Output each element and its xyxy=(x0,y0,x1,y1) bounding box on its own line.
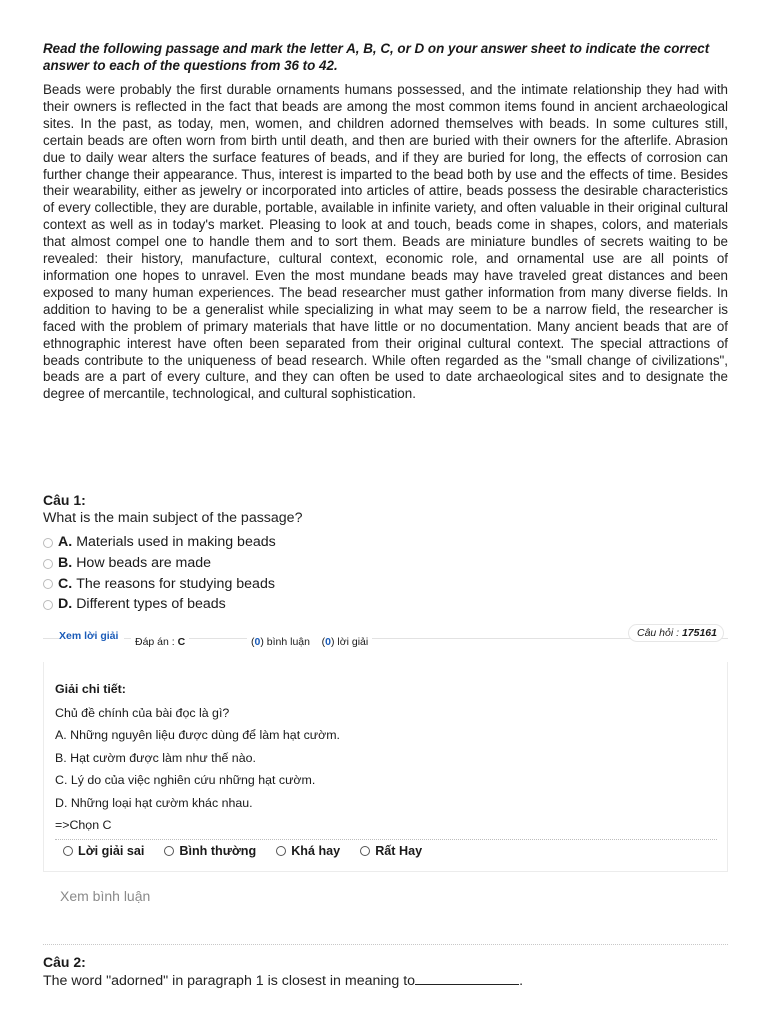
comments-label[interactable]: bình luận xyxy=(263,636,310,648)
rating-label: Khá hay xyxy=(291,844,341,858)
question-1-title: Câu 1: xyxy=(43,492,86,508)
counts: (0) bình luận (0) lời giải xyxy=(247,636,372,648)
question-id: 175161 xyxy=(681,627,717,639)
answer-label: Đáp án : C xyxy=(131,636,189,648)
option-a[interactable] xyxy=(43,532,276,553)
question-2-title: Câu 2: xyxy=(43,954,86,970)
option-text: Different types of beads xyxy=(76,596,226,613)
reading-passage: Beads were probably the first durable ornaments humans possessed, and the intimate relationship they had with their owners is reflected in the fact that beads are among the most common items found in ancient archaeological sites. In the past, as today, men, women, and children adorned themselves with beads. In some cultures still, certain beads are often worn from birth until death, and then are buried with their owners for the afterlife. Abrasion due to daily wear alters the surface features of beads, and if they are buried for long, the effects of corrosion can further change their appearance. Thus, interest is imparted to the bead both by use and the effects of time. Besides their wearability, either as jewelry or incorporated into articles of attire, beads possess the desirable characteristics of every collectible, they are durable, portable, available in infinite variety, and often valuable in their original cultural context as well as in today's market. Pleasing to look at and touch, beads come in shapes, colors, and materials that almost compel one to handle them and to sort them. Beads are miniature bundles of secrets waiting to be revealed: their history, manufacture, cultural context, economic role, and ornamental use are all points of information one hopes to unravel. Even the most mundane beads may have traveled great distances and been exposed to many human experiences. The bead researcher must gather information from many diverse fields. In addition to having to be a generalist while specializing in what may seem to be a narrow field, the researcher is faced with the problem of primary materials that have little or no documentation. Many ancient beads that are of ethnographic interest have often been separated from their original cultural context. The special attractions of beads contribute to the uniqueness of bead research. While often regarded as the "small change of civilizations", beads are a part of every culture, and they can often be used to date archaeological sites and to designate the degree of mercantile, technological, and cultural sophistication. xyxy=(43,82,728,402)
question-2-text: The word "adorned" in paragraph 1 is closest in meaning to xyxy=(43,973,416,989)
rating-normal[interactable] xyxy=(164,844,256,858)
view-comments-link[interactable]: Xem bình luận xyxy=(60,888,151,904)
rating-good[interactable] xyxy=(276,844,340,858)
option-letter: C. xyxy=(58,575,73,592)
see-solution-link[interactable]: Xem lời giải xyxy=(59,630,124,642)
option-text: The reasons for studying beads xyxy=(76,575,275,592)
option-letter: A. xyxy=(58,534,73,551)
solution-lines xyxy=(55,704,340,838)
radio-icon[interactable] xyxy=(276,846,286,856)
option-c[interactable] xyxy=(43,573,276,594)
instruction-text: Read the following passage and mark the letter A, B, C, or D on your answer sheet to indicate the correct answer to each of the questions from 36 to 42. xyxy=(43,41,710,73)
solution-detail-panel xyxy=(43,662,728,872)
option-text: Materials used in making beads xyxy=(76,534,276,551)
rating-wrong[interactable] xyxy=(63,844,144,858)
option-letter: B. xyxy=(58,555,73,572)
solution-title: Giải chi tiết: xyxy=(55,682,126,696)
rating-great[interactable] xyxy=(360,844,422,858)
rating-label: Lời giải sai xyxy=(78,844,145,858)
option-b[interactable] xyxy=(43,553,276,574)
option-d[interactable] xyxy=(43,594,276,615)
question-meta-bar xyxy=(43,624,728,646)
rating-divider xyxy=(55,839,717,840)
solution-line: D. Những loại hạt cườm khác nhau. xyxy=(55,795,253,810)
option-text: How beads are made xyxy=(76,555,212,572)
radio-icon[interactable] xyxy=(43,559,53,569)
answer-value: C xyxy=(177,636,186,648)
solution-line: =>Chọn C xyxy=(55,817,112,832)
question-2-text-line xyxy=(43,971,523,989)
radio-icon[interactable] xyxy=(43,600,53,610)
rating-label: Rất Hay xyxy=(375,844,423,858)
question-divider xyxy=(43,944,728,945)
solution-line: B. Hạt cườm được làm như thế nào. xyxy=(55,750,256,765)
question-1-options xyxy=(43,532,276,615)
radio-icon[interactable] xyxy=(63,846,73,856)
rating-label: Bình thường xyxy=(179,844,257,858)
rating-options xyxy=(63,844,442,858)
solutions-label[interactable]: lời giải xyxy=(334,636,369,648)
question-2-trailing: . xyxy=(519,973,524,989)
solution-line: Chủ đề chính của bài đọc là gì? xyxy=(55,706,230,720)
radio-icon[interactable] xyxy=(43,579,53,589)
answer-blank xyxy=(415,971,519,985)
option-letter: D. xyxy=(58,596,73,613)
question-1-text: What is the main subject of the passage? xyxy=(43,510,303,526)
comments-count: 0 xyxy=(254,636,261,648)
solutions-count: 0 xyxy=(325,636,331,648)
question-id-badge: Câu hỏi : 175161 xyxy=(628,624,724,642)
radio-icon[interactable] xyxy=(164,846,174,856)
solution-line: C. Lý do của việc nghiên cứu những hạt cườm. xyxy=(55,773,316,788)
radio-icon[interactable] xyxy=(360,846,370,856)
solution-line: A. Những nguyên liệu được dùng để làm hạt cườm. xyxy=(55,728,340,743)
radio-icon[interactable] xyxy=(43,538,53,548)
